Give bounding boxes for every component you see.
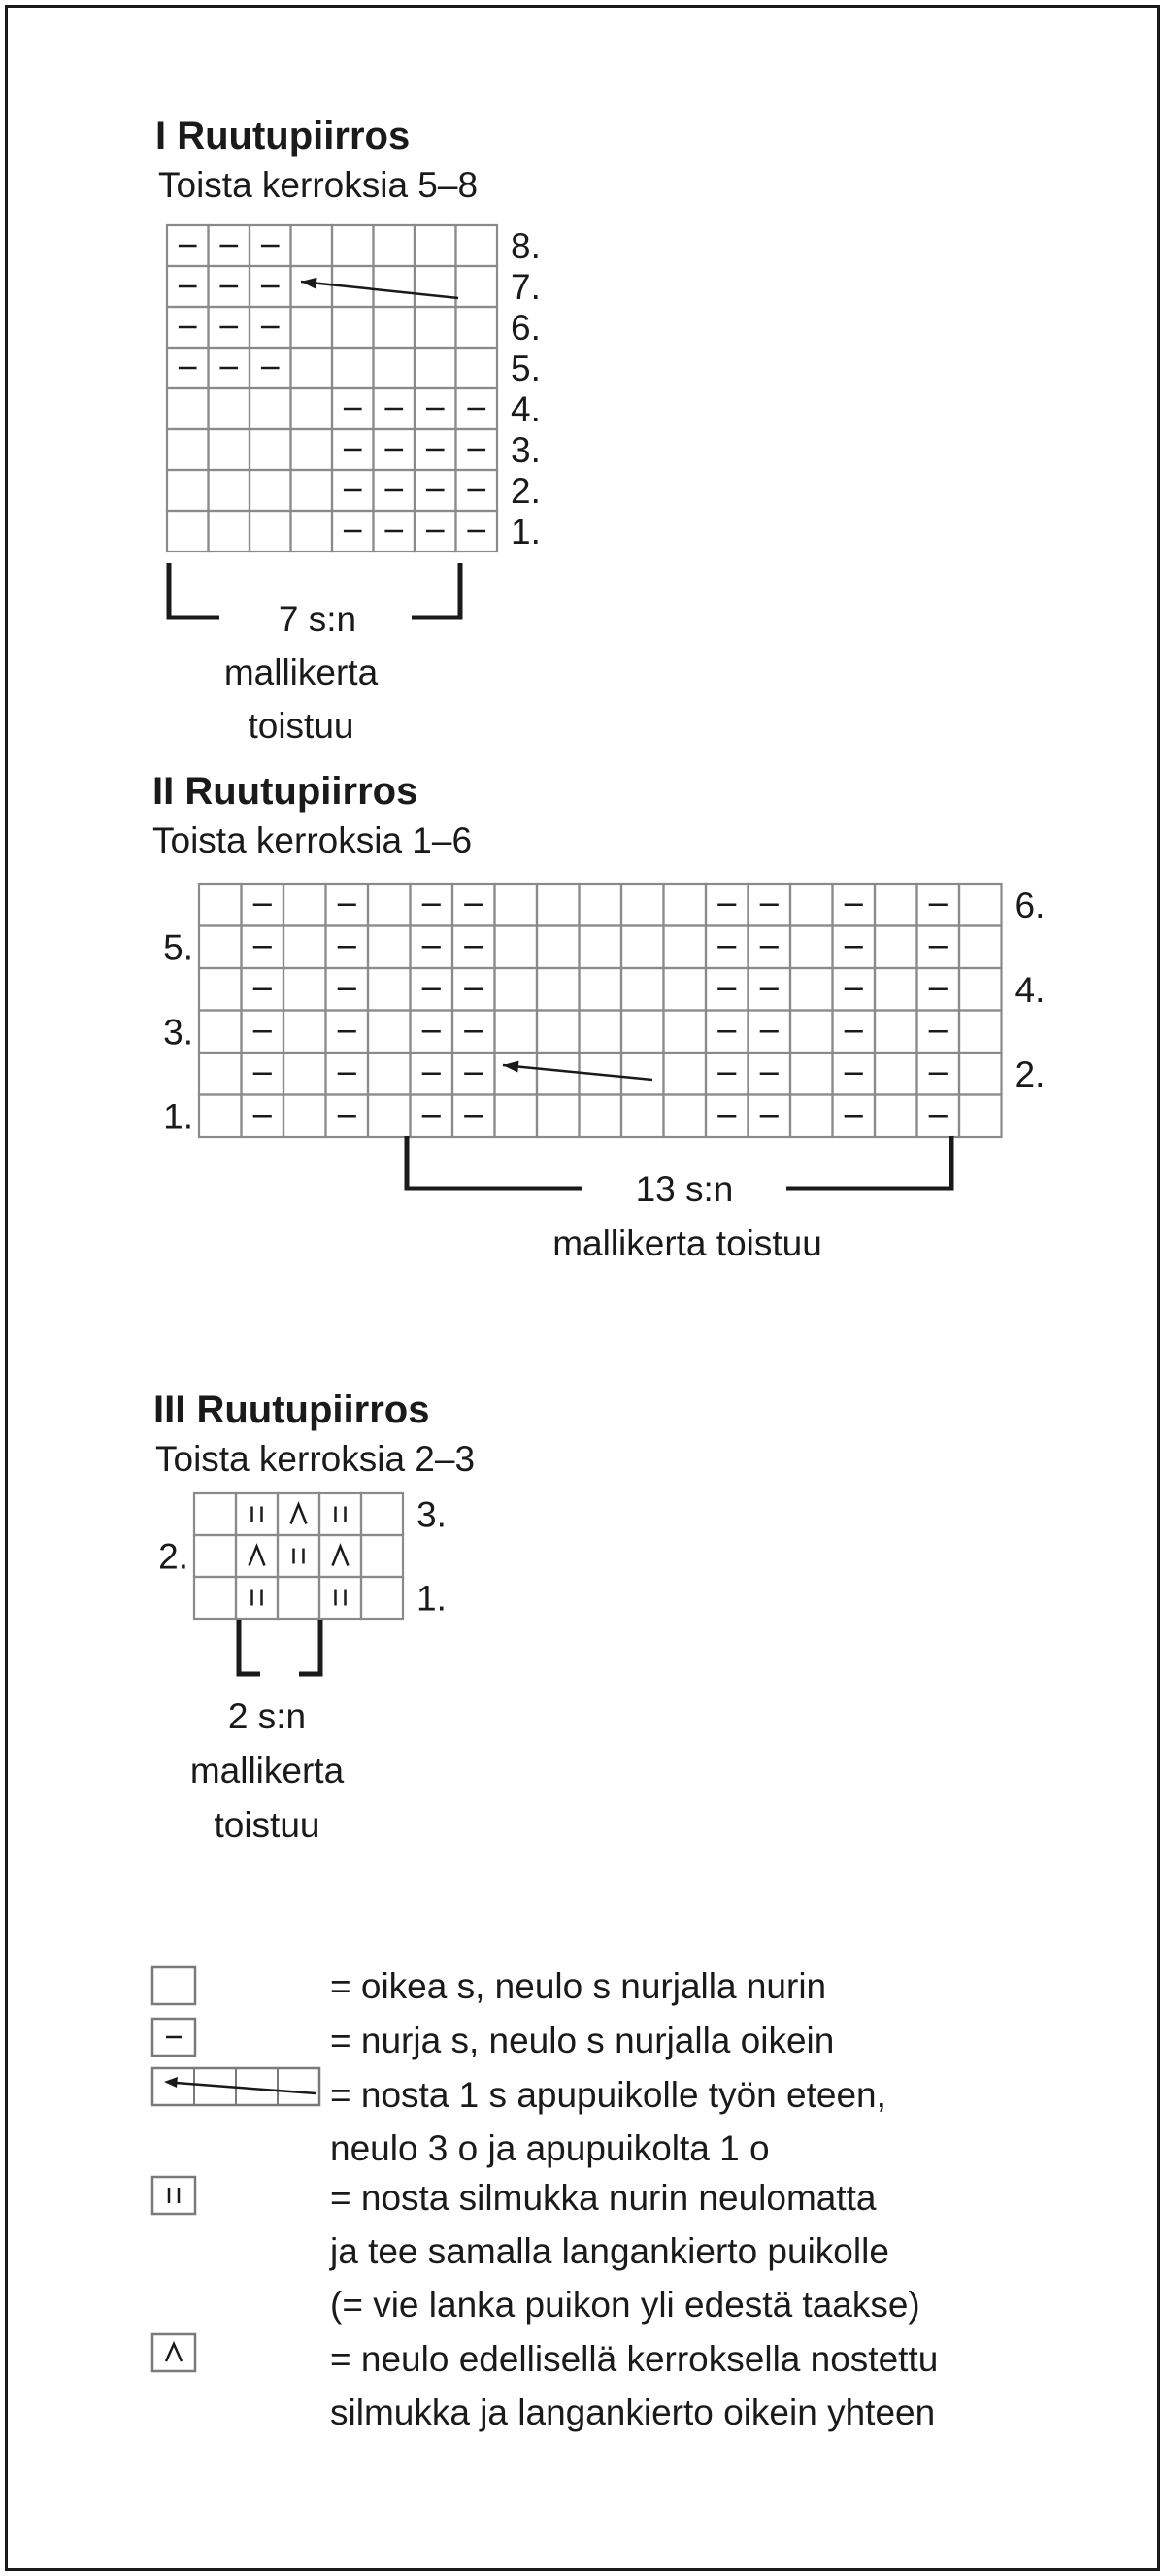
- chart-2-row-label: 4.: [1015, 969, 1046, 1010]
- chart-1-row-label: 8.: [511, 226, 541, 266]
- chart-2-repeat-label: mallikerta toistuu: [552, 1223, 822, 1263]
- chart-2-row-label: 3.: [163, 1012, 193, 1053]
- legend-item-4-line-3: (= vie lanka puikon yli edestä taakse): [330, 2285, 920, 2325]
- chart-3-row-label: 2.: [158, 1536, 188, 1577]
- legend-item-4-line-1: = nosta silmukka nurin neulomatta: [330, 2178, 877, 2218]
- chart-1-repeat-label: 7 s:n: [278, 599, 357, 639]
- chart-1-title: I Ruutupiirros: [155, 115, 411, 157]
- chart-3-row-label: 3.: [416, 1494, 447, 1535]
- legend-item-3-line-1: = nosta 1 s apupuikolle työn eteen,: [330, 2075, 886, 2115]
- legend-item-4-line-2: ja tee samalla langankierto puikolle: [330, 2231, 889, 2271]
- chart-3-title: III Ruutupiirros: [153, 1388, 430, 1431]
- chart-1-row-label: 4.: [511, 389, 541, 429]
- chart-2-subtitle: Toista kerroksia 1–6: [152, 820, 473, 860]
- chart-2-repeat-bracket-left: [407, 1136, 582, 1188]
- chart-2-row-label: 1.: [163, 1096, 193, 1137]
- chart-1-row-label: 1.: [511, 512, 541, 552]
- cable-arrow-icon: [150, 2066, 325, 2109]
- chart-3-repeat-label: toistuu: [214, 1805, 320, 1845]
- chart-1-row-label: 5.: [511, 349, 541, 388]
- chart-1-row-label: 2.: [511, 471, 541, 511]
- legend-item-1-text: = oikea s, neulo s nurjalla nurin: [330, 1966, 827, 2006]
- chart-2-row-label: 6.: [1015, 885, 1046, 925]
- legend-item-2-text: = nurja s, neulo s nurjalla oikein: [330, 2021, 835, 2060]
- chart-1-repeat-label: mallikerta: [223, 652, 379, 692]
- chart-2-row-label: 5.: [163, 927, 193, 968]
- chart-1-repeat-bracket-left: [169, 563, 219, 618]
- dash-cell-icon: [150, 2017, 199, 2059]
- chart-1-row-label: 7.: [511, 267, 541, 307]
- chart-1-subtitle: Toista kerroksia 5–8: [158, 165, 479, 205]
- chart-1-row-label: 6.: [511, 308, 541, 348]
- chart-3-row-label: 1.: [416, 1578, 447, 1619]
- chart-2-title: II Ruutupiirros: [152, 770, 418, 813]
- chart-3-grid-bg: [194, 1493, 403, 1619]
- chart-1-row-label: 3.: [511, 430, 541, 470]
- chart-3-repeat-bracket-left: [239, 1620, 260, 1674]
- chart-1-repeat-bracket-right: [412, 563, 460, 618]
- chart-2-row-label: 2.: [1015, 1054, 1046, 1094]
- slip-stitch-icon: [150, 2175, 199, 2218]
- knit-together-icon: [150, 2332, 199, 2375]
- chart-2-repeat-bracket-right: [786, 1136, 951, 1188]
- legend-item-5-line-1: = neulo edellisellä kerroksella nostettu: [330, 2339, 939, 2379]
- chart-2-repeat-label: 13 s:n: [635, 1169, 734, 1209]
- chart-3-repeat-label: mallikerta: [189, 1751, 345, 1790]
- chart-3-repeat-bracket-right: [299, 1620, 320, 1674]
- chart-3-repeat-label: 2 s:n: [227, 1696, 307, 1736]
- legend-item-3-line-2: neulo 3 o ja apupuikolta 1 o: [330, 2128, 770, 2168]
- empty-cell-icon: [150, 1965, 199, 2008]
- chart-1-repeat-label: toistuu: [248, 706, 354, 746]
- chart-3-subtitle: Toista kerroksia 2–3: [155, 1439, 476, 1479]
- legend-item-5-line-2: silmukka ja langankierto oikein yhteen: [330, 2392, 936, 2432]
